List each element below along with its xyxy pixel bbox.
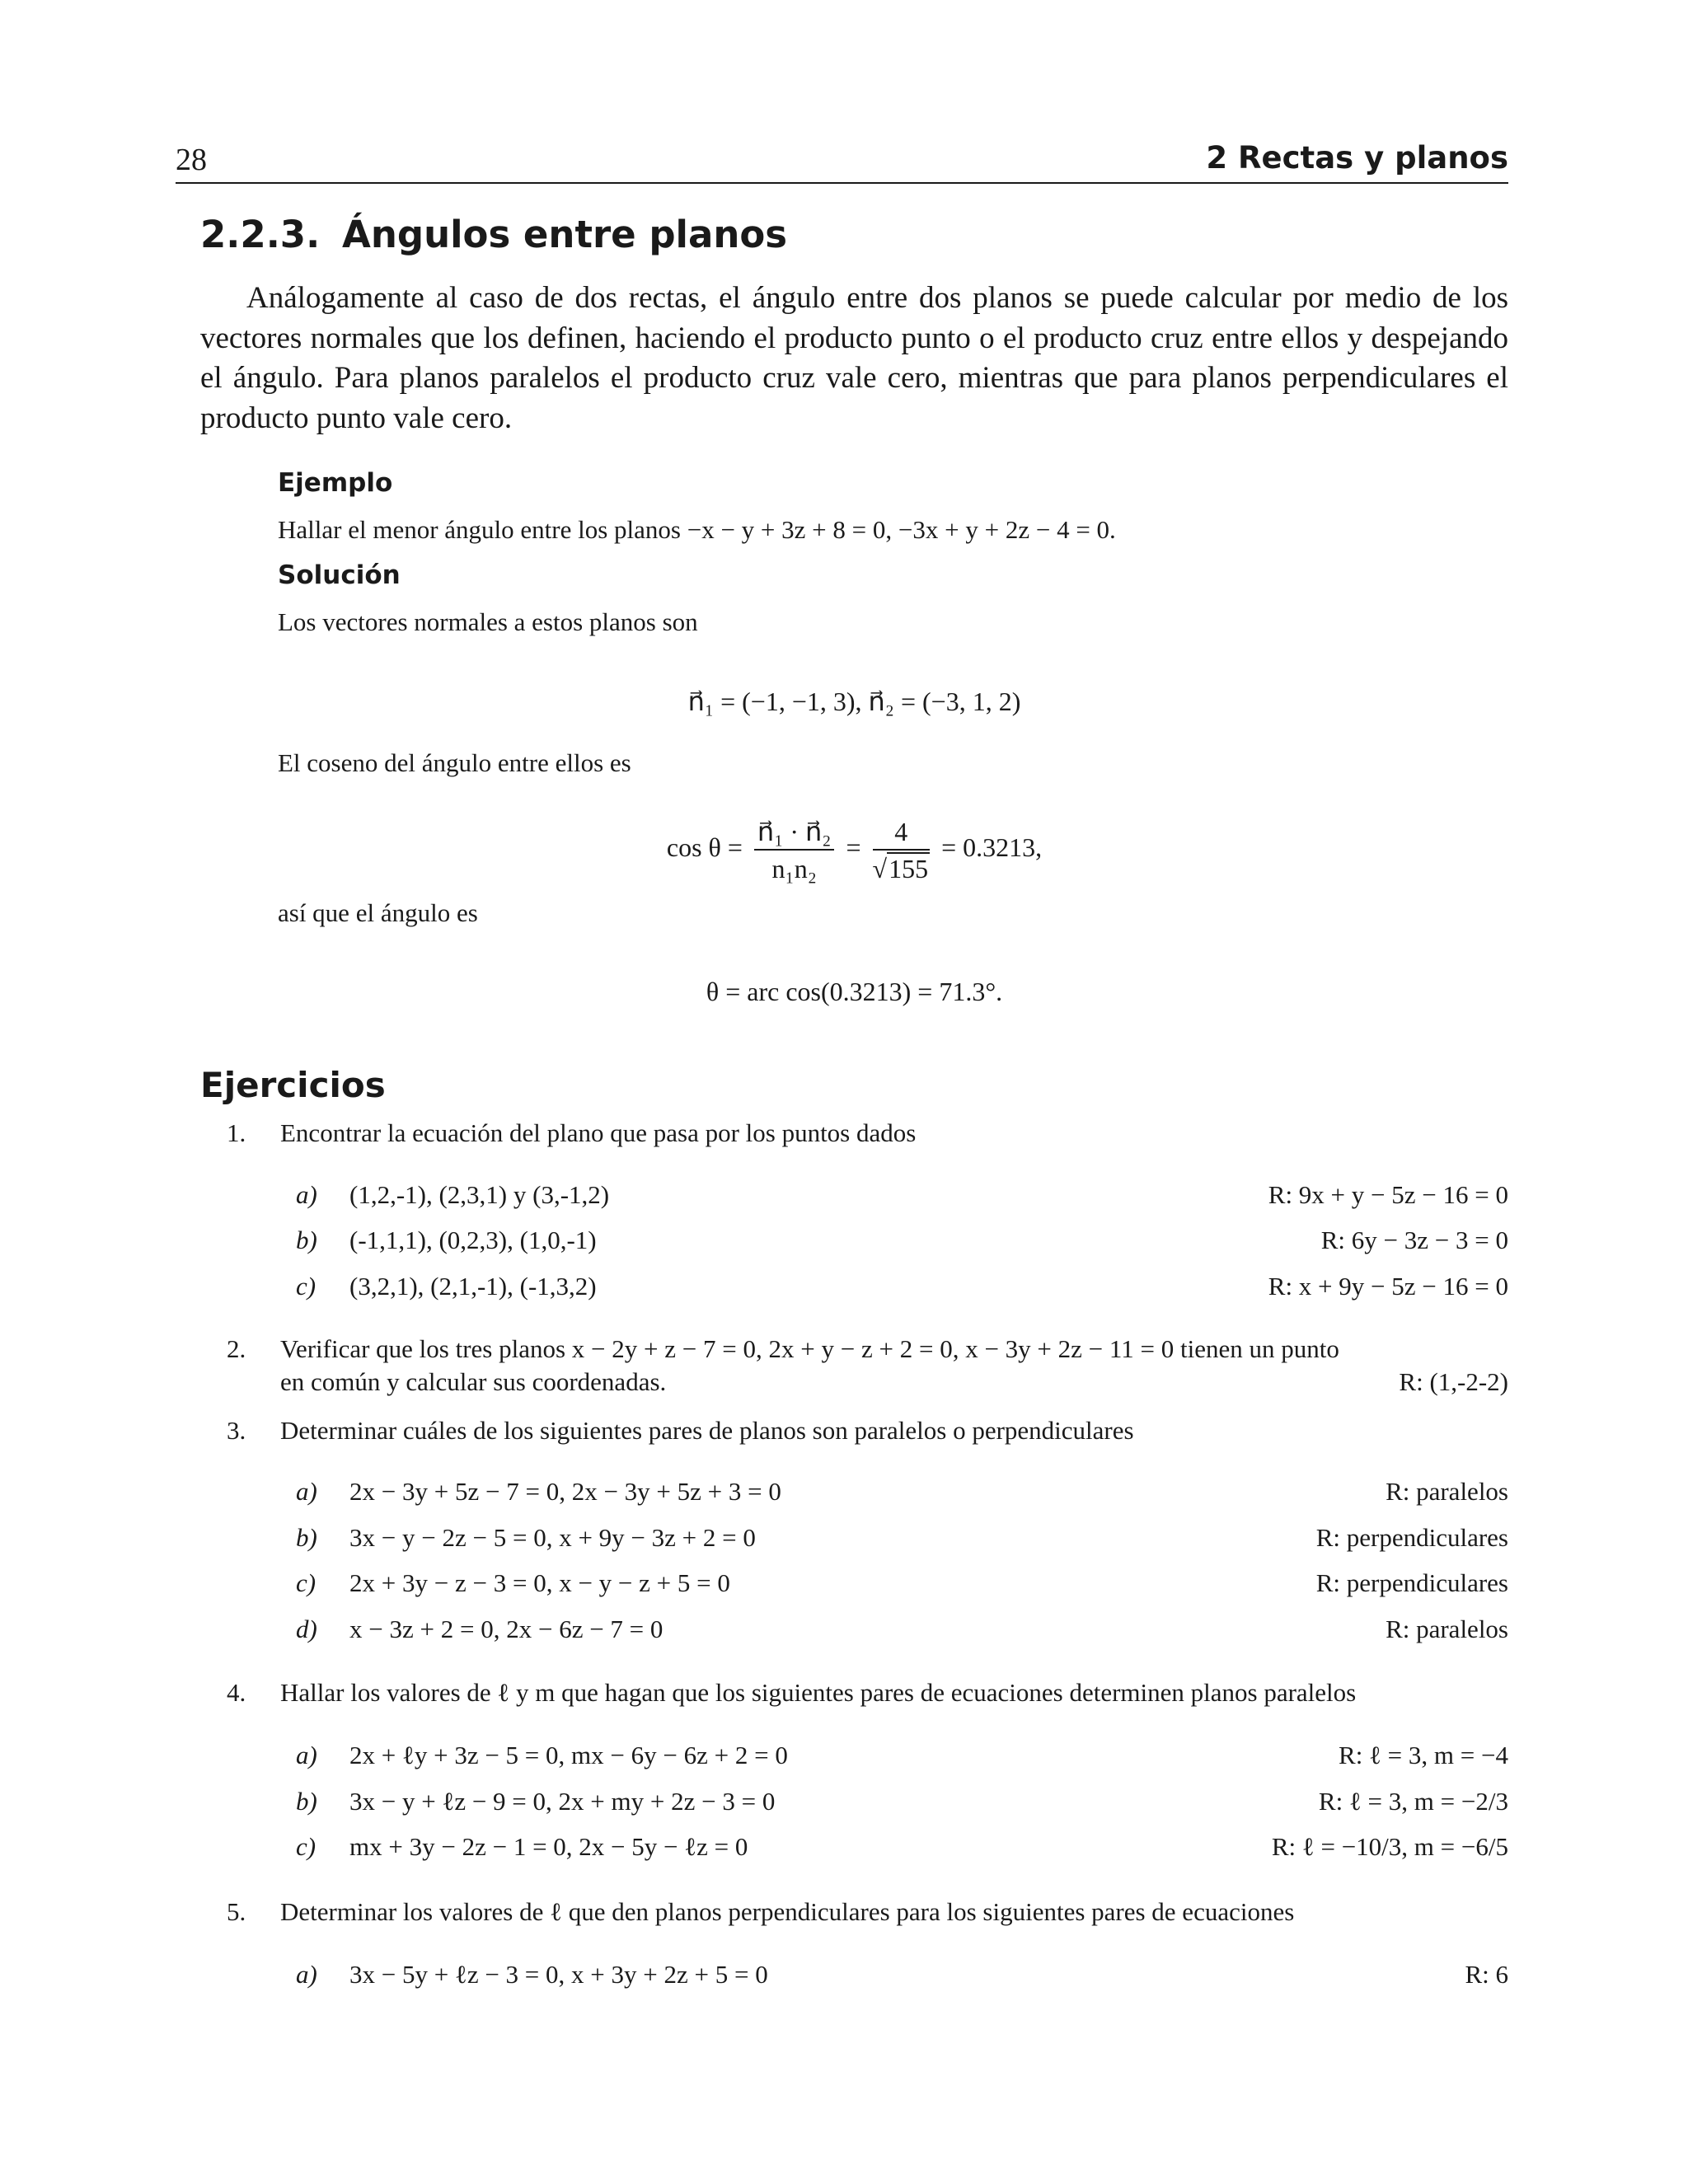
sub-label: c)	[296, 1832, 316, 1861]
fraction-denominator: n₁n₂	[771, 854, 817, 883]
exercise-number: 4.	[227, 1678, 246, 1707]
running-header: 2 Rectas y planos	[1206, 140, 1508, 176]
sub-label: b)	[296, 1226, 317, 1254]
sub-text: 3x − y + ℓz − 9 = 0, 2x + my + 2z − 3 = 0	[349, 1787, 776, 1816]
exercises-title: Ejercicios	[200, 1065, 386, 1105]
exercise-number: 2.	[227, 1334, 246, 1363]
answer: R: x + 9y − 5z − 16 = 0	[1268, 1272, 1508, 1301]
fraction-denominator	[873, 851, 931, 884]
example-statement: Hallar el menor ángulo entre los planos −x − y + 3z + 8 = 0, −3x + y + 2z − 4 = 0.	[278, 515, 1116, 544]
answer: R: ℓ = 3, m = −2/3	[1318, 1787, 1508, 1816]
answer: R: (1,-2-2)	[1399, 1367, 1508, 1396]
sub-label: c)	[296, 1568, 316, 1597]
answer: R: perpendiculares	[1315, 1568, 1508, 1597]
exercise-text: Verificar que los tres planos x − 2y + z − 7 = 0, 2x + y − z + 2 = 0, x − 3y + 2z − 11 = 0 tienen un punto	[280, 1334, 1339, 1363]
exercise-number: 5.	[227, 1897, 246, 1926]
solution-line-2: El coseno del ángulo entre ellos es	[278, 748, 631, 777]
solution-label: Solución	[278, 560, 401, 590]
answer: R: ℓ = −10/3, m = −6/5	[1271, 1832, 1508, 1861]
sub-text: 2x + 3y − z − 3 = 0, x − y − z + 5 = 0	[349, 1568, 730, 1597]
intro-paragraph: Análogamente al caso de dos rectas, el ángulo entre dos planos se puede calcular por medio de los vectores normales que los definen, haciendo el producto punto o el producto cruz entre ellos y despejando el ángulo. Para planos paralelos el producto cruz vale cero, mientras que para planos perpendiculares el producto punto vale cero.	[200, 281, 1508, 435]
sub-label: b)	[296, 1787, 317, 1816]
section-title-text: Ángulos entre planos	[342, 213, 788, 256]
sub-text: mx + 3y − 2z − 1 = 0, 2x − 5y − ℓz = 0	[349, 1832, 748, 1861]
sub-label: d)	[296, 1615, 317, 1643]
exercise-text-cont: en común y calcular sus coordenadas.	[280, 1367, 667, 1396]
fraction-dot-over-norms	[754, 816, 835, 884]
fraction-numerator: 4	[873, 817, 931, 851]
answer: R: paralelos	[1386, 1615, 1508, 1643]
sub-label: a)	[296, 1180, 317, 1209]
exercise-number: 3.	[227, 1416, 246, 1445]
sqrt-symbol: √155	[872, 853, 929, 883]
answer: R: ℓ = 3, m = −4	[1339, 1741, 1508, 1769]
exercise-text: Determinar los valores de ℓ que den planos perpendiculares para los siguientes pares de ecuaciones	[280, 1897, 1295, 1926]
sub-label: a)	[296, 1741, 317, 1769]
sub-label: c)	[296, 1272, 316, 1301]
sub-text: (1,2,-1), (2,3,1) y (3,-1,2)	[349, 1180, 610, 1209]
cosine-rhs: = 0.3213,	[941, 832, 1043, 862]
sub-text: 2x + ℓy + 3z − 5 = 0, mx − 6y − 6z + 2 = 0	[349, 1741, 788, 1769]
cosine-lhs: cos θ =	[666, 832, 743, 862]
sub-text: 3x − 5y + ℓz − 3 = 0, x + 3y + 2z + 5 = 0	[349, 1960, 768, 1989]
sub-text: 3x − y − 2z − 5 = 0, x + 9y − 3z + 2 = 0	[349, 1523, 756, 1552]
exercise-text: Encontrar la ecuación del plano que pasa por los puntos dados	[280, 1118, 917, 1147]
equation-normals: n⃗₁ = (−1, −1, 3), n⃗₂ = (−3, 1, 2)	[687, 687, 1021, 716]
exercise-text: Hallar los valores de ℓ y m que hagan que los siguientes pares de ecuaciones determinen planos paralelos	[280, 1678, 1357, 1707]
section-number: 2.2.3.	[200, 213, 321, 256]
fraction-numerator: n⃗₁ · n⃗₂	[754, 816, 835, 851]
fraction-value	[873, 817, 931, 884]
sub-label: a)	[296, 1960, 317, 1989]
solution-line-3: así que el ángulo es	[278, 898, 478, 927]
radicand: 155	[889, 853, 929, 883]
section-title	[200, 213, 787, 256]
header-rule	[176, 182, 1508, 184]
answer: R: 6	[1465, 1960, 1508, 1989]
sub-text: (-1,1,1), (0,2,3), (1,0,-1)	[349, 1226, 597, 1254]
answer: R: paralelos	[1386, 1477, 1508, 1506]
example-label: Ejemplo	[278, 468, 393, 498]
sub-label: b)	[296, 1523, 317, 1552]
exercise-text: Determinar cuáles de los siguientes pares de planos son paralelos o perpendiculares	[280, 1416, 1134, 1445]
exercise-number: 1.	[227, 1118, 246, 1147]
answer: R: perpendiculares	[1315, 1523, 1508, 1552]
equation-cosine	[200, 816, 1508, 884]
sub-text: 2x − 3y + 5z − 7 = 0, 2x − 3y + 5z + 3 = 0	[349, 1477, 781, 1506]
sub-label: a)	[296, 1477, 317, 1506]
answer: R: 6y − 3z − 3 = 0	[1320, 1226, 1508, 1254]
page-number: 28	[176, 143, 207, 177]
sub-text: (3,2,1), (2,1,-1), (-1,3,2)	[349, 1272, 597, 1301]
equals-sign: =	[846, 832, 861, 862]
equation-angle: θ = arc cos(0.3213) = 71.3°.	[706, 977, 1003, 1006]
sub-text: x − 3z + 2 = 0, 2x − 6z − 7 = 0	[349, 1615, 663, 1643]
answer: R: 9x + y − 5z − 16 = 0	[1268, 1180, 1508, 1209]
solution-line-1: Los vectores normales a estos planos son	[278, 607, 698, 636]
